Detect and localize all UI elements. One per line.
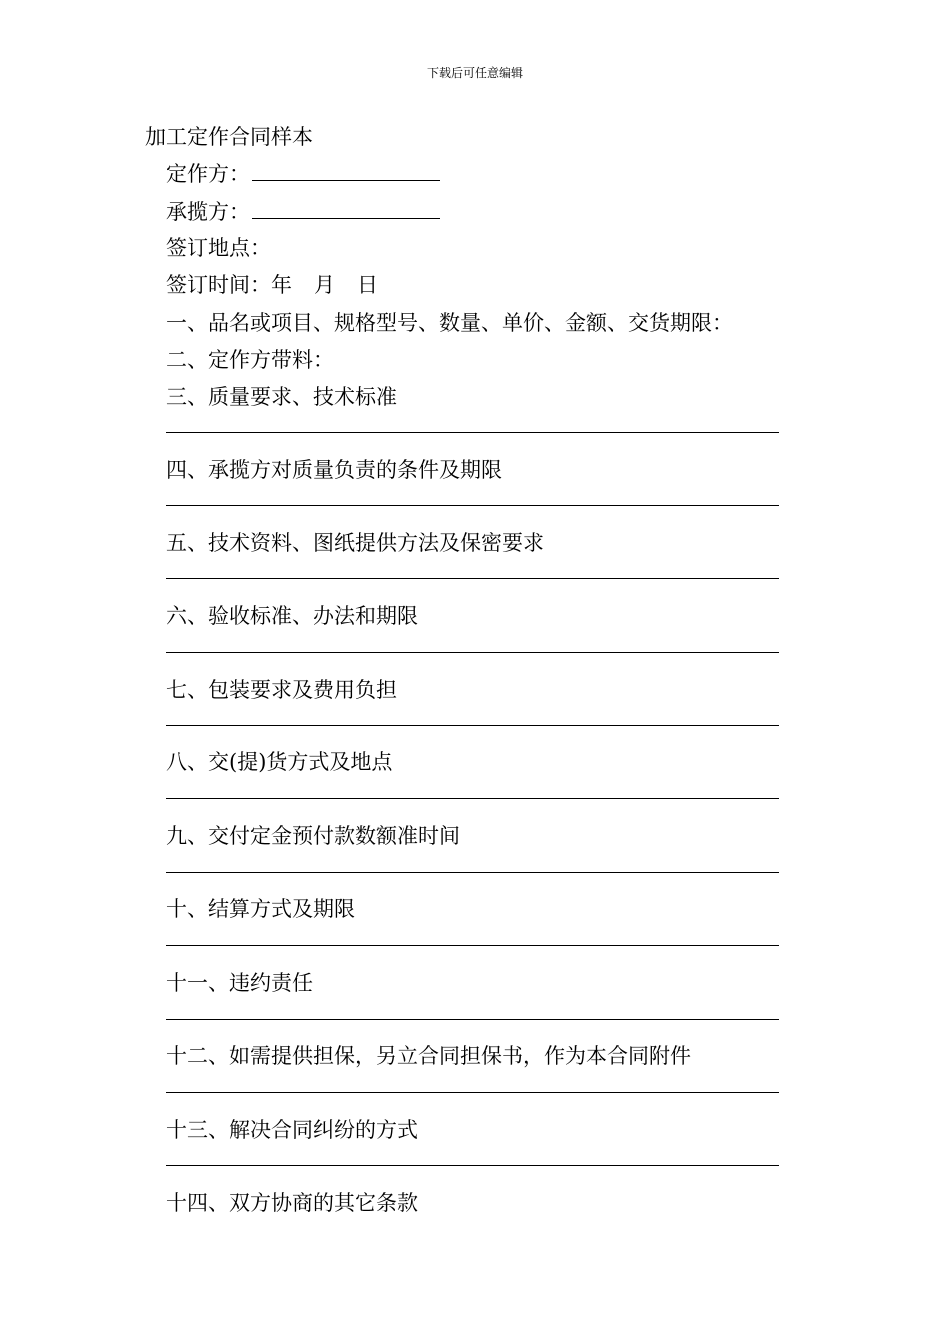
- time-field: [166, 270, 400, 300]
- contractor-label: 承揽方：: [166, 200, 250, 224]
- section-10-title: 十、结算方式及期限: [166, 897, 355, 921]
- section-5-rule: [166, 578, 779, 579]
- section-7-title: 七、包装要求及费用负担: [166, 678, 397, 702]
- section-4-title: 四、承揽方对质量负责的条件及期限: [166, 458, 502, 482]
- page-header-note: 下载后可任意编辑: [426, 66, 523, 80]
- section-4-rule: [166, 505, 779, 506]
- section-9-rule: [166, 872, 779, 873]
- place-label: 签订地点：: [166, 236, 271, 260]
- section-12-rule: [166, 1092, 779, 1093]
- section-9-title: 九、交付定金预付款数额准时间: [166, 824, 460, 848]
- month-label: 月: [314, 273, 335, 297]
- orderer-label: 定作方：: [166, 162, 250, 186]
- section-7-rule: [166, 725, 779, 726]
- section-10-rule: [166, 945, 779, 946]
- section-13-rule: [166, 1165, 779, 1166]
- day-label: 日: [357, 273, 378, 297]
- section-11-title: 十一、违约责任: [166, 971, 313, 995]
- section-6-rule: [166, 652, 779, 653]
- time-label: 签订时间：: [166, 273, 271, 297]
- section-12-title: 十二、如需提供担保，另立合同担保书，作为本合同附件: [166, 1044, 691, 1068]
- section-3-title: 三、质量要求、技术标准: [166, 385, 397, 409]
- section-1-title: 一、品名或项目、规格型号、数量、单价、金额、交货期限：: [166, 311, 733, 335]
- section-11-rule: [166, 1019, 779, 1020]
- section-8-title: 八、交(提)货方式及地点: [166, 750, 393, 774]
- section-8-rule: [166, 798, 779, 799]
- orderer-field: [166, 158, 440, 189]
- document-title: 加工定作合同样本: [145, 125, 313, 149]
- section-14-title: 十四、双方协商的其它条款: [166, 1191, 418, 1215]
- section-3-rule: [166, 432, 779, 433]
- year-label: 年: [271, 273, 292, 297]
- section-6-title: 六、验收标准、办法和期限: [166, 604, 418, 628]
- section-2-title: 二、定作方带料：: [166, 348, 334, 372]
- section-13-title: 十三、解决合同纠纷的方式: [166, 1118, 418, 1142]
- orderer-blank: [252, 158, 440, 181]
- place-field: [166, 233, 271, 263]
- contractor-blank: [252, 196, 440, 219]
- contractor-field: [166, 196, 440, 227]
- section-5-title: 五、技术资料、图纸提供方法及保密要求: [166, 531, 544, 555]
